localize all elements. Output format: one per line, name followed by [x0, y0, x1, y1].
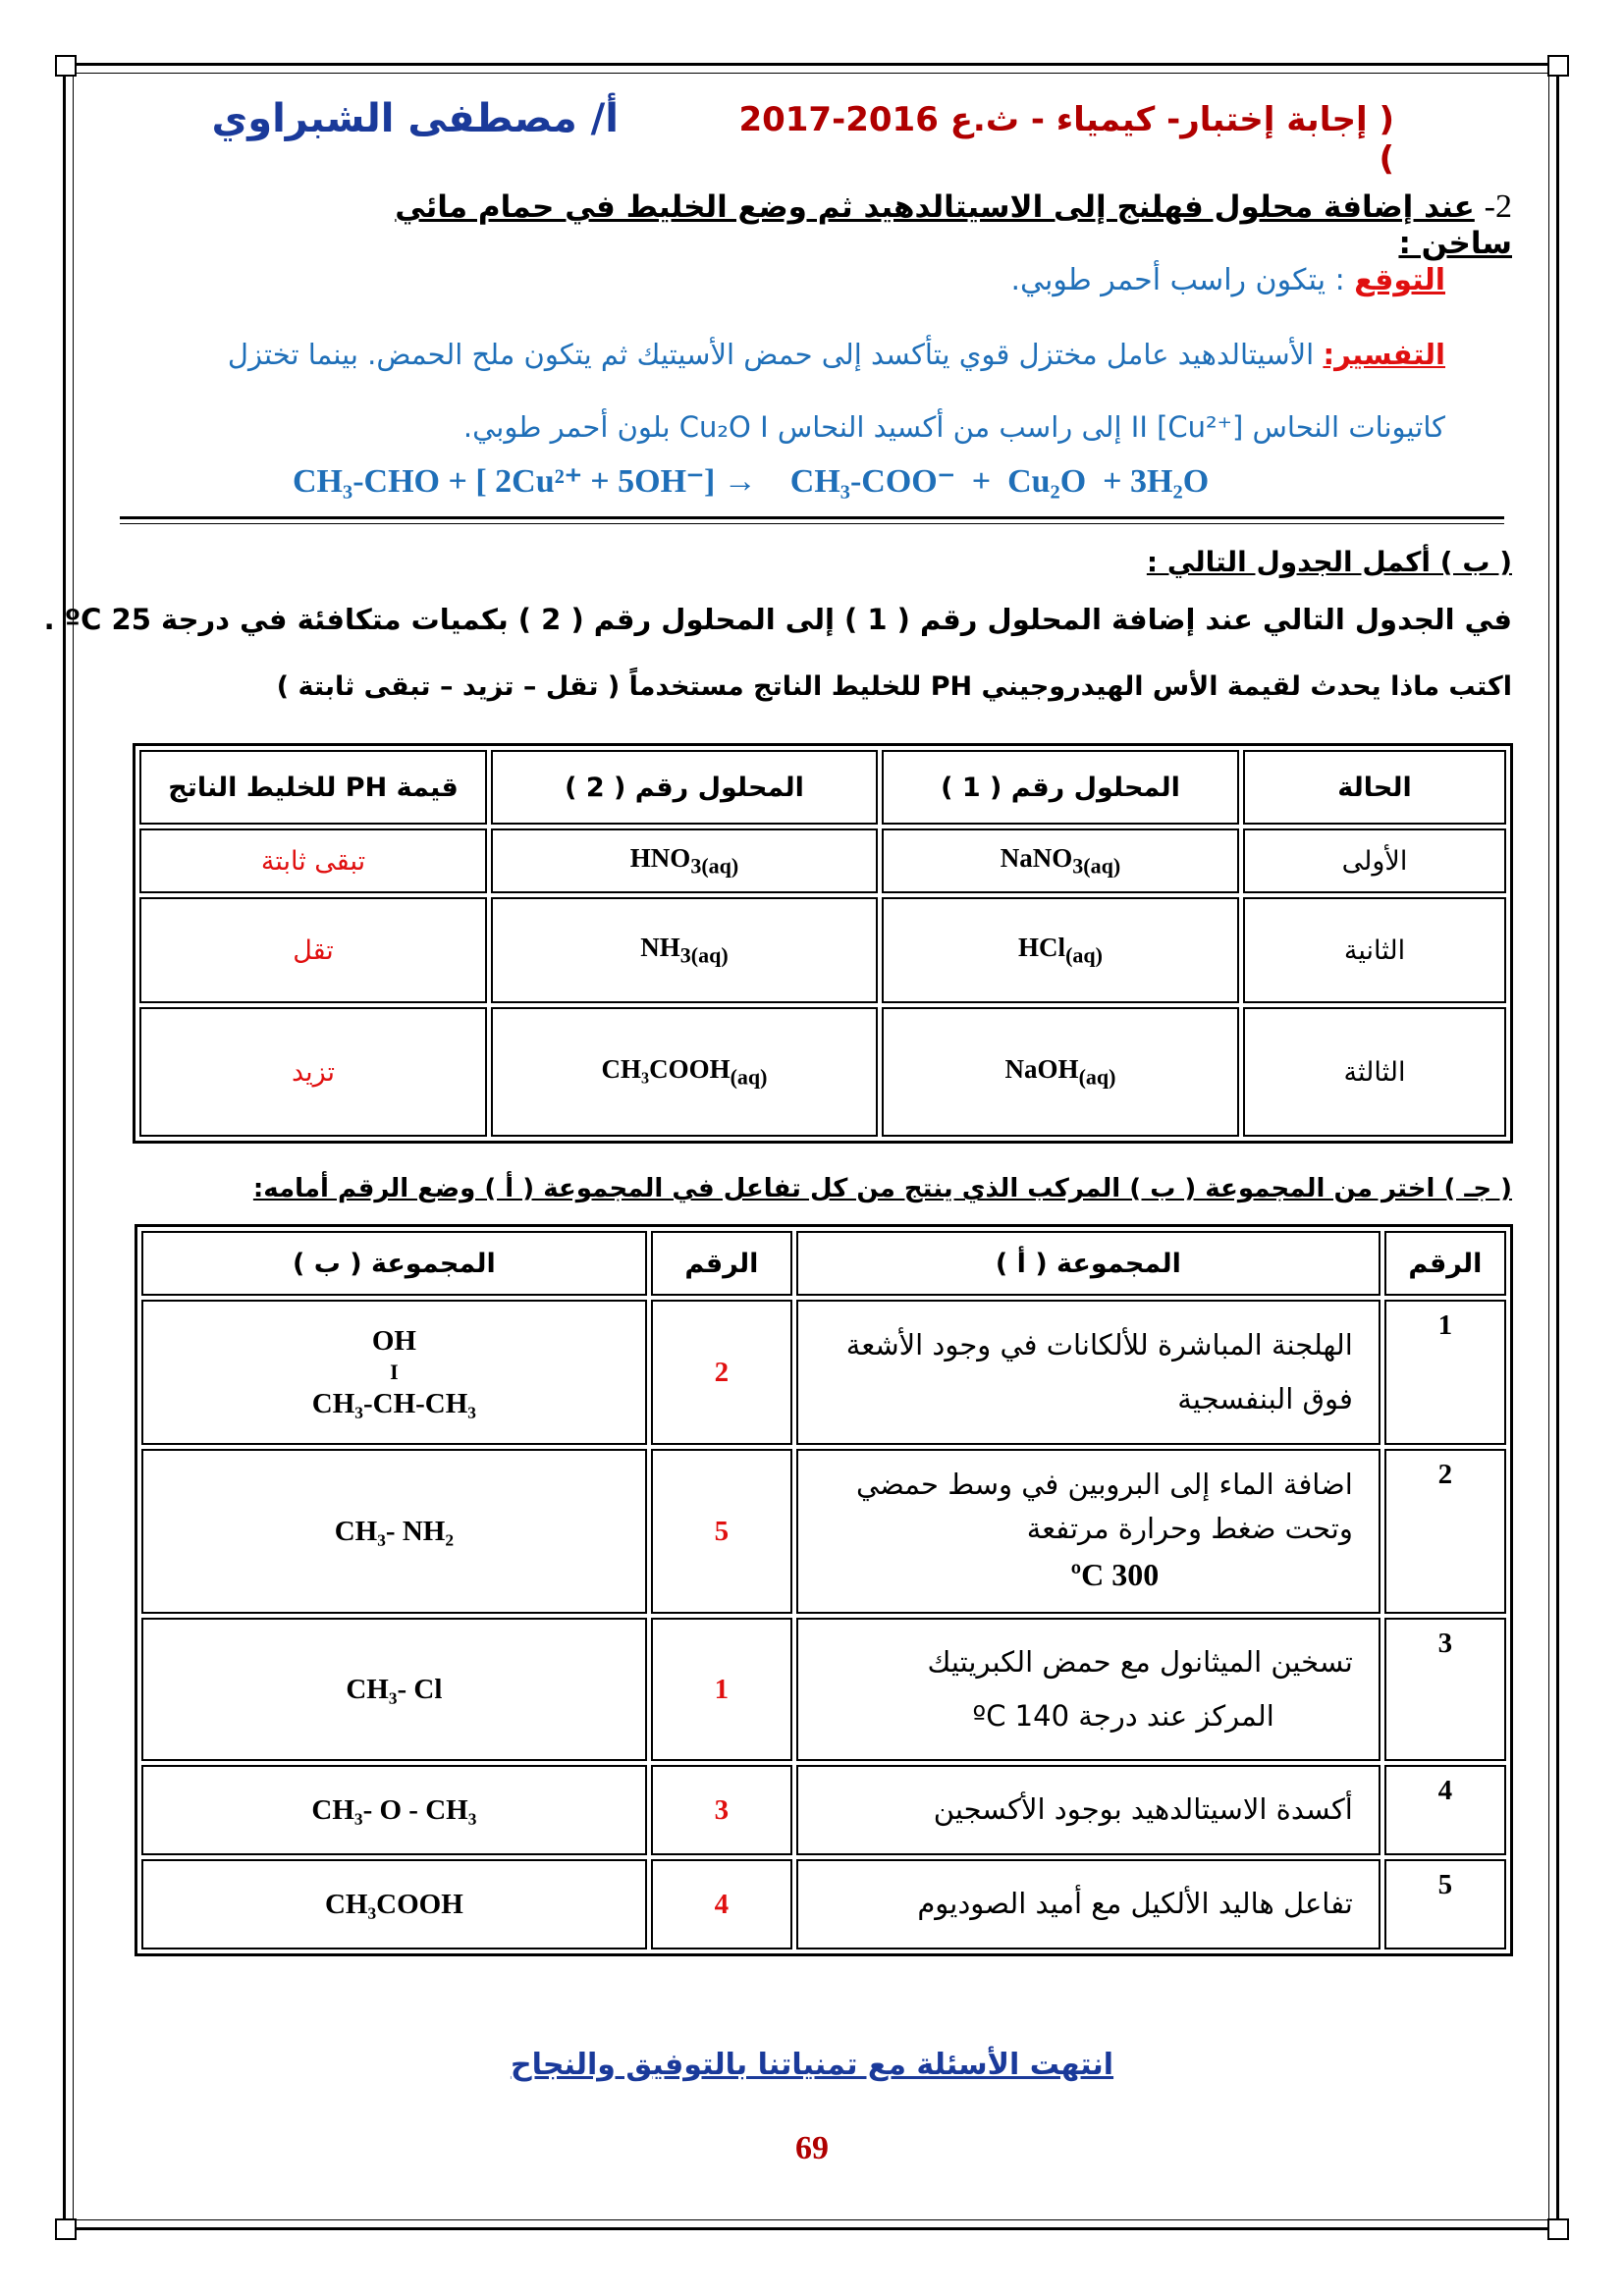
table-row	[141, 1765, 1506, 1855]
header-solution-1: المحلول رقم ( 1 )	[882, 750, 1239, 825]
explanation-line-1	[128, 338, 1445, 371]
header-ph: قيمة PH للخليط الناتج	[139, 750, 487, 825]
compound-chain: CH₃-CH-CH₃	[311, 1387, 476, 1419]
prediction-text: : يتكون راسب أحمر طوبي.	[1010, 263, 1345, 297]
answer-cell: 5	[651, 1449, 792, 1614]
compound-cell: CH₃- Cl	[141, 1618, 647, 1761]
reaction-number: 1	[1384, 1300, 1506, 1445]
section-b-intro-1: في الجدول التالي عند إضافة المحلول رقم ( 1 ) إلى المحلول رقم ( 2 ) بكميات متكافئة في درجة 25 ºC .	[43, 603, 1512, 636]
prediction-label: التوقع	[1354, 263, 1445, 297]
case-cell: الأولى	[1243, 828, 1506, 893]
solution-2-cell: $HNO_{3(aq)}$	[491, 828, 878, 893]
corner-ornament	[1547, 2218, 1569, 2240]
solution-1-cell: NaNO$_{3(aq)}$	[882, 828, 1239, 893]
page-number: 69	[795, 2130, 829, 2166]
solution-1-cell: NaOH$_{(aq)}$	[882, 1007, 1239, 1137]
answer-cell: 4	[651, 1859, 792, 1949]
question-2-title	[295, 188, 1512, 261]
table-row	[141, 1300, 1506, 1445]
answer-cell: 1	[651, 1618, 792, 1761]
question-number: 2-	[1484, 188, 1512, 225]
table-row	[139, 1007, 1506, 1137]
solution-1-cell: HCl$_{(aq)}$	[882, 897, 1239, 1003]
exam-title: ( إجابة إختبار- كيمياء - ث.ع 2016-2017 )	[738, 100, 1394, 179]
compound-cell	[141, 1300, 647, 1445]
answer-cell: 2	[651, 1300, 792, 1445]
table-row	[139, 897, 1506, 1003]
section-b-label: ( ب ) أكمل الجدول التالي :	[1146, 546, 1512, 578]
reaction-number: 4	[1384, 1765, 1506, 1855]
reaction-cell: اضافة الماء إلى البروبين في وسط حمضي وتحت ضغط وحرارة مرتفعة 300 ºC	[796, 1449, 1380, 1614]
corner-ornament	[55, 2218, 77, 2240]
reaction-cell: تفاعل هاليد الألكيل مع أميد الصوديوم	[796, 1859, 1380, 1949]
table-row	[139, 828, 1506, 893]
explanation-text-2: كاتيونات النحاس II [Cu²⁺] إلى راسب من أكسيد النحاس Cu₂O I بلون أحمر طوبي.	[462, 410, 1445, 444]
table-row	[141, 1449, 1506, 1614]
compound-oh: OH	[371, 1325, 416, 1357]
table-row	[141, 1618, 1506, 1761]
compound-cell: CH₃- NH₂	[141, 1449, 647, 1614]
explanation-label: التفسير:	[1323, 338, 1445, 371]
matching-table	[137, 1227, 1510, 1953]
compound-cell: CH₃- O - CH₃	[141, 1765, 647, 1855]
section-divider	[120, 516, 1504, 519]
ph-answer-cell: تزيد	[139, 1007, 487, 1137]
compound-cell: CH₃COOH	[141, 1859, 647, 1949]
header-case: الحالة	[1243, 750, 1506, 825]
table-row	[141, 1859, 1506, 1949]
corner-ornament	[55, 55, 77, 77]
case-cell: الثالثة	[1243, 1007, 1506, 1137]
compound-bond: I	[390, 1360, 399, 1385]
section-c-label: ( جـ ) اختر من المجموعة ( ب ) المركب الذي ينتج من كل تفاعل في المجموعة ( أ ) وضع الرقم أمامه:	[252, 1174, 1512, 1203]
ph-table	[135, 746, 1510, 1141]
teacher-name: أ/ مصطفى الشبراوي	[211, 96, 619, 141]
header-group-a: المجموعة ( أ )	[796, 1231, 1380, 1296]
prediction-line	[491, 263, 1445, 297]
reaction-number: 5	[1384, 1859, 1506, 1949]
reaction-cell: الهلجنة المباشرة للألكانات في وجود الأشعة فوق البنفسجية	[796, 1300, 1380, 1445]
explanation-text-1: الأسيتالدهيد عامل مختزل قوي يتأكسد إلى حمض الأسيتيك ثم يتكون ملح الحمض. بينما تختزل	[227, 338, 1315, 371]
solution-2-cell: $CH_3COOH_{(aq)}$	[491, 1007, 878, 1137]
section-divider	[120, 523, 1504, 524]
ph-answer-cell: تقل	[139, 897, 487, 1003]
question-text: عند إضافة محلول فهلنج إلى الاسيتالدهيد ثم وضع الخليط في حمام مائي ساخن :	[395, 189, 1512, 261]
header-number-a: الرقم	[1384, 1231, 1506, 1296]
header-number-b: الرقم	[651, 1231, 792, 1296]
corner-ornament	[1547, 55, 1569, 77]
answer-cell: 3	[651, 1765, 792, 1855]
reaction-number: 2	[1384, 1449, 1506, 1614]
case-cell: الثانية	[1243, 897, 1506, 1003]
reaction-cell: تسخين الميثانول مع حمض الكبريتيك المركز عند درجة 140 ºC	[796, 1618, 1380, 1761]
closing-message: انتهت الأسئلة مع تمنياتنا بالتوفيق والنجاح	[510, 2048, 1114, 2082]
header-solution-2: المحلول رقم ( 2 )	[491, 750, 878, 825]
reaction-equation: CH₃-CHO + [ 2Cu²⁺ + 5OH⁻] → CH₃-COO⁻ + Cu₂O + 3H₂O	[293, 463, 1210, 500]
solution-2-cell: $NH_{3(aq)}$	[491, 897, 878, 1003]
section-b-intro-2: اكتب ماذا يحدث لقيمة الأس الهيدروجيني PH للخليط الناتج مستخدماً ( تقل – تزيد – تبقى ثابتة )	[276, 671, 1512, 702]
header-group-b: المجموعة ( ب )	[141, 1231, 647, 1296]
reaction-number: 3	[1384, 1618, 1506, 1761]
ph-answer-cell: تبقى ثابتة	[139, 828, 487, 893]
reaction-cell: أكسدة الاسيتالدهيد بوجود الأكسجين	[796, 1765, 1380, 1855]
